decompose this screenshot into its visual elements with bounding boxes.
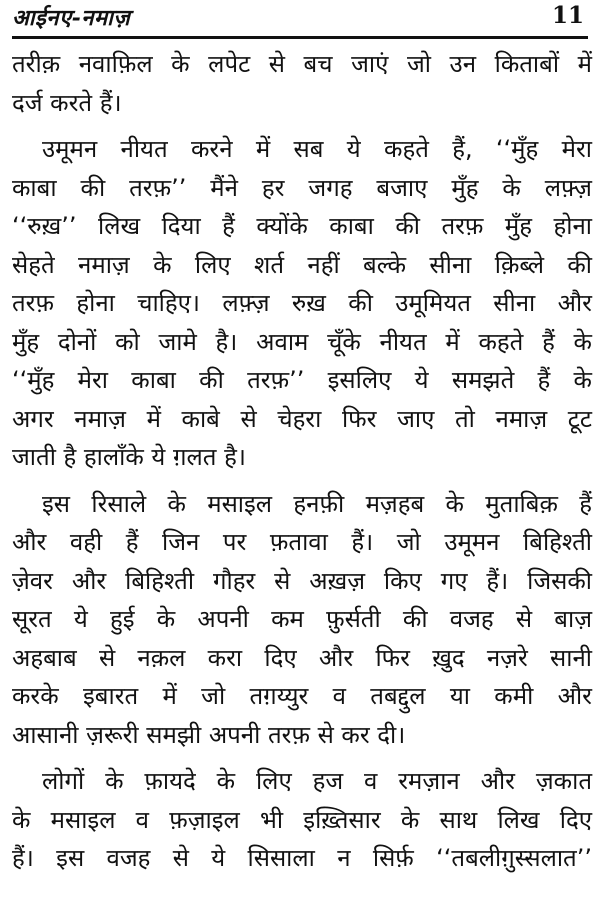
text-line: अगर नमाज़ में काबे से चेहरा फिर जाए तो नमाज़ टूट — [12, 404, 592, 433]
paragraph-3 — [12, 485, 592, 755]
text-line: आसानी ज़रूरी समझी अपनी तरफ़ से कर दी। — [12, 720, 406, 749]
text-line: दर्ज करते हैं। — [12, 88, 122, 117]
text-line: अहबाब से नक़ल करा दिए और फिर ख़ुद नज़रे सानी — [12, 643, 592, 672]
text-line: लोगों के फ़ायदे के लिए हज व रमज़ान और ज़कात — [42, 767, 592, 795]
text-line: तरीक़ नवाफ़िल के लपेट से बच जाएं जो उन किताबों में — [12, 50, 592, 78]
text-line: उमूमन नीयत करने में सब ये कहते हैं, ‘‘मुँह मेरा — [42, 135, 592, 163]
text-line: ज़ेवर और बिहिश्ती गौहर से अख़ज़ किए गए हैं। जिसकी — [12, 566, 592, 595]
paragraph-4 — [12, 762, 592, 878]
page-number: 11 — [551, 2, 584, 29]
text-line: और वही हैं जिन पर फ़तावा हैं। जो उमूमन बिहिश्ती — [12, 528, 592, 556]
text-line: काबा की तरफ़’’ मैंने हर जगह बजाए मुँह के लफ़्ज़ — [12, 173, 592, 202]
running-header — [12, 0, 588, 39]
paragraph-1 — [12, 45, 592, 122]
text-line: के मसाइल व फ़ज़ाइल भी इख़्तिसार के साथ लिख दिए — [12, 805, 592, 834]
text-line: सूरत ये हुई के अपनी कम फ़ुर्सती की वजह से बाज़ — [12, 605, 592, 633]
text-line: इस रिसाले के मसाइल हनफ़ी मज़हब के मुताबिक़ हैं — [42, 489, 592, 518]
text-line: मुँह दोनों को जामे है। अवाम चूँके नीयत में कहते हैं के — [12, 327, 592, 356]
paragraph-2 — [12, 130, 592, 477]
text-line: ‘‘मुँह मेरा काबा की तरफ़’’ इसलिए ये समझते हैं के — [12, 366, 592, 394]
body-text — [12, 45, 592, 878]
book-title: आईनए-नमाज़ — [12, 5, 131, 31]
text-line: तरफ़ होना चाहिए। लफ़्ज़ रुख़ की उमूमियत सीना और — [12, 289, 592, 317]
text-line: जाती है हालाँके ये ग़लत है। — [12, 443, 246, 471]
text-line: हैं। इस वजह से ये सिसाला न सिर्फ़ ‘‘तबलीग़ुस्सलात’’ — [12, 844, 592, 872]
text-line: करके इबारत में जो तग़य्युर व तबद्दुल या कमी और — [12, 682, 592, 710]
text-line: ‘‘रुख़’’ लिख दिया हैं क्योंके काबा की तरफ़ मुँह होना — [12, 212, 592, 240]
text-line: सेहते नमाज़ के लिए शर्त नहीं बल्के सीना क़िब्ले की — [12, 250, 592, 279]
